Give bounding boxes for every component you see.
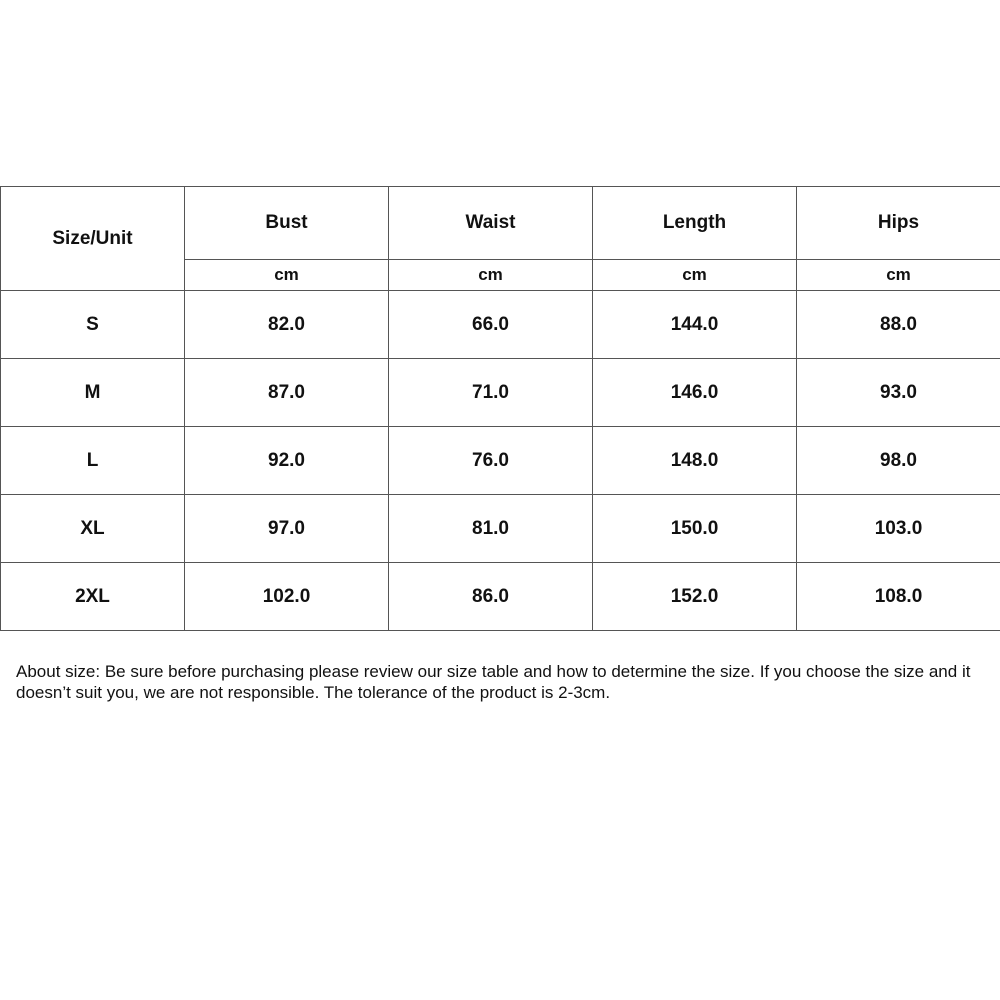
size-cell: 2XL: [1, 563, 185, 631]
size-table: [0, 186, 1000, 631]
value-cell: 87.0: [185, 359, 389, 427]
value-cell: 76.0: [389, 427, 593, 495]
value-cell: 81.0: [389, 495, 593, 563]
value-cell: 66.0: [389, 291, 593, 359]
unit-cell: cm: [797, 260, 1000, 291]
table-row: [1, 495, 1000, 563]
size-cell: XL: [1, 495, 185, 563]
unit-cell: cm: [593, 260, 797, 291]
value-cell: 102.0: [185, 563, 389, 631]
value-cell: 92.0: [185, 427, 389, 495]
value-cell: 86.0: [389, 563, 593, 631]
column-header-hips: Hips: [797, 187, 1000, 260]
value-cell: 103.0: [797, 495, 1000, 563]
corner-cell: Size/Unit: [1, 187, 185, 291]
value-cell: 108.0: [797, 563, 1000, 631]
size-cell: M: [1, 359, 185, 427]
table-row: [1, 359, 1000, 427]
value-cell: 97.0: [185, 495, 389, 563]
value-cell: 71.0: [389, 359, 593, 427]
value-cell: 88.0: [797, 291, 1000, 359]
column-header-waist: Waist: [389, 187, 593, 260]
value-cell: 82.0: [185, 291, 389, 359]
unit-cell: cm: [389, 260, 593, 291]
table-row: [1, 563, 1000, 631]
column-header-length: Length: [593, 187, 797, 260]
value-cell: 150.0: [593, 495, 797, 563]
header-row: [1, 187, 1000, 260]
size-cell: S: [1, 291, 185, 359]
table-row: [1, 427, 1000, 495]
value-cell: 93.0: [797, 359, 1000, 427]
value-cell: 148.0: [593, 427, 797, 495]
size-cell: L: [1, 427, 185, 495]
unit-cell: cm: [185, 260, 389, 291]
size-note: About size: Be sure before purchasing please review our size table and how to determine the size. If you choose the size and it doesn’t suit you, we are not responsible. The tolerance of the product is 2-3cm.: [16, 662, 971, 702]
value-cell: 144.0: [593, 291, 797, 359]
table-row: [1, 291, 1000, 359]
value-cell: 98.0: [797, 427, 1000, 495]
column-header-bust: Bust: [185, 187, 389, 260]
value-cell: 152.0: [593, 563, 797, 631]
value-cell: 146.0: [593, 359, 797, 427]
